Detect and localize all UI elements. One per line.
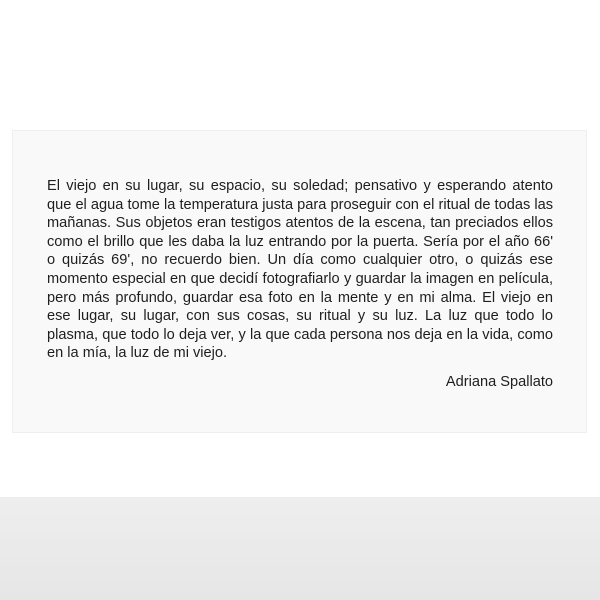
floor-surface (0, 497, 600, 600)
body-paragraph: El viejo en su lugar, su espacio, su soledad; pensativo y esperando atento que el agua tome la temperatura justa para proseguir con el ritual de todas las mañanas. Sus objetos eran testigos atentos de la escena, tan preciados ellos como el brillo que les daba la luz entrando por la puerta. Sería por el año 66' o quizás 69', no recuerdo bien. Un día como cualquier otro, o quizás ese momento especial en que decidí fotografiarlo y guardar la imagen en película, pero más profundo, guardar esa foto en la mente y en mi alma. El viejo en ese lugar, su lugar, con sus cosas, su ritual y su luz. La luz que todo lo plasma, que todo lo deja ver, y la que cada persona nos deja en la vida, como en la mía, la luz de mi viejo. (47, 178, 553, 362)
author-signature: Adriana Spallato (445, 374, 553, 390)
